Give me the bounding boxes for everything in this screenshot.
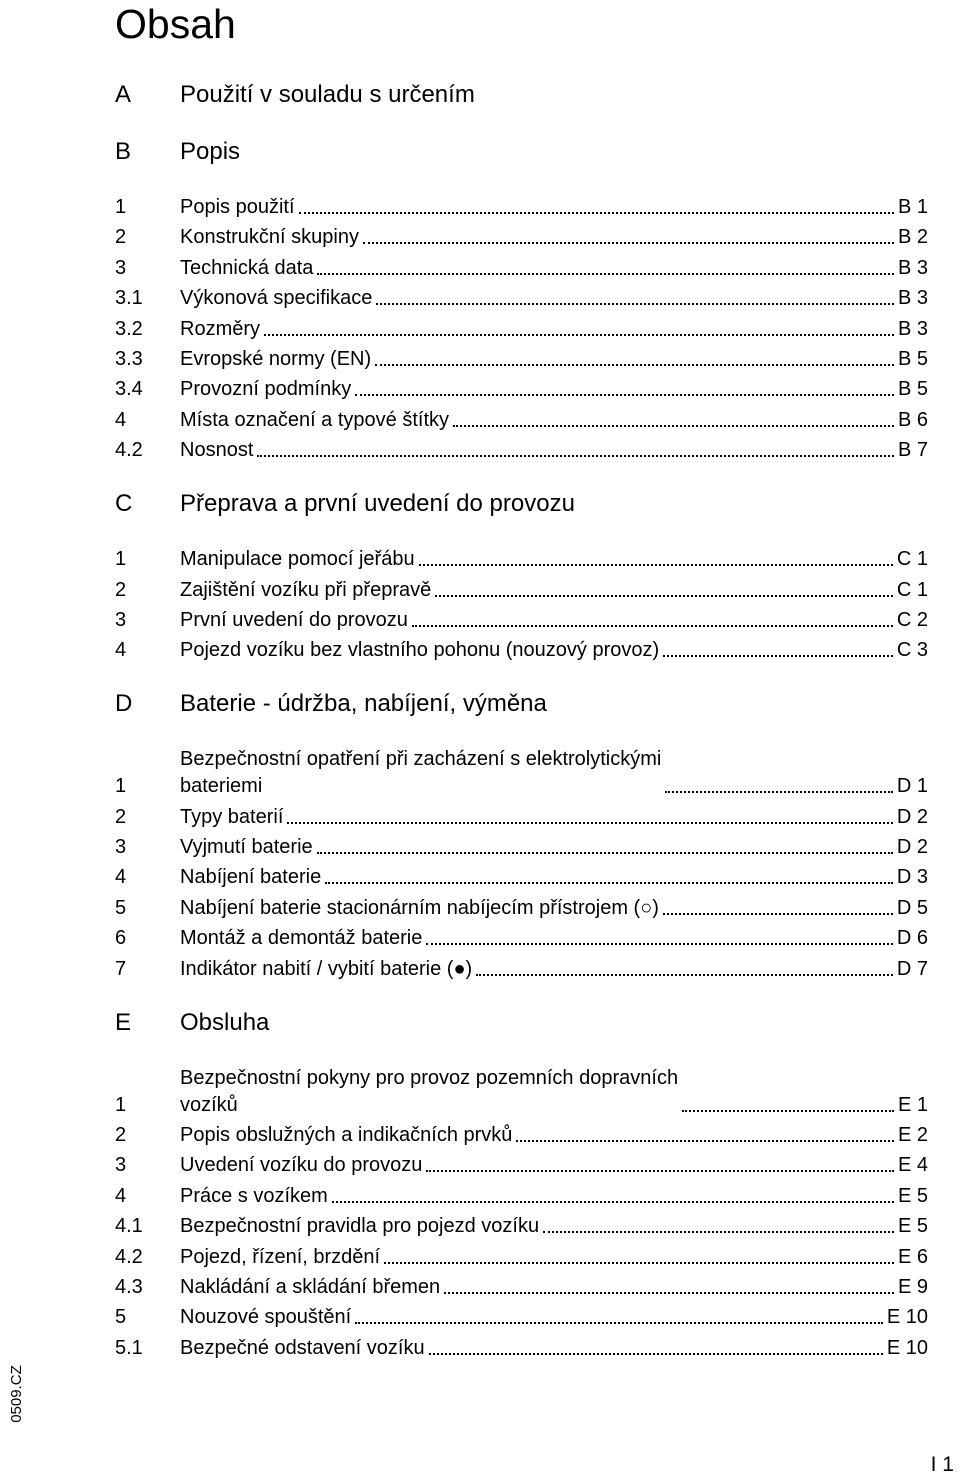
entry-number: 3.3	[115, 347, 143, 370]
entry-number: 4.1	[115, 1215, 143, 1238]
entry-body	[180, 376, 928, 403]
section-title: Popis	[180, 138, 241, 165]
entry-page-ref: B 3	[897, 287, 928, 310]
toc-entry	[115, 376, 928, 403]
entry-title: Popis použití	[180, 196, 295, 218]
section-letter: D	[115, 690, 133, 718]
entry-title: Pojezd, řízení, brzdění	[180, 1245, 381, 1268]
entry-page-ref: E 9	[897, 1275, 928, 1298]
toc-entry	[115, 1213, 928, 1240]
entry-title: Pojezd vozíku bez vlastního pohonu (nouzový provoz)	[180, 639, 660, 662]
entry-title: Provozní podmínky	[180, 378, 352, 401]
entry-body	[180, 746, 928, 800]
entry-title: Místa označení a typové štítky	[180, 408, 450, 431]
entry-body	[180, 316, 928, 343]
entry-number: 7	[115, 957, 127, 980]
dot-leader	[332, 1201, 894, 1203]
entry-number: 2	[115, 1124, 127, 1147]
toc-entry	[115, 577, 928, 604]
entry-number: 2	[115, 226, 127, 249]
entry-title: Nabíjení baterie	[180, 866, 322, 889]
entry-title: Bezpečné odstavení vozíku	[180, 1336, 425, 1359]
entry-body	[180, 577, 928, 604]
entry-body	[180, 1274, 928, 1301]
section-title: Obsluha	[180, 1008, 270, 1036]
entry-page-ref: D 2	[896, 805, 928, 828]
entry-page-ref: D 5	[896, 896, 928, 919]
entry-number: 4	[115, 639, 127, 662]
entry-page-ref: E 1	[897, 1093, 928, 1116]
toc-entry	[115, 1065, 928, 1119]
dot-leader	[287, 822, 892, 824]
entry-body	[180, 1304, 928, 1331]
dot-leader	[257, 455, 894, 457]
page-number: I 1	[930, 1453, 954, 1476]
entry-title: Uvedení vozíku do provozu	[180, 1154, 423, 1177]
dot-leader	[516, 1140, 894, 1142]
entry-body	[180, 1183, 928, 1210]
toc-entry	[115, 895, 928, 922]
entry-number: 6	[115, 927, 127, 950]
entry-number: 5	[115, 896, 127, 919]
toc-entry	[115, 437, 928, 464]
section-letter: B	[115, 138, 132, 165]
dot-leader	[375, 364, 894, 366]
toc-entry	[115, 407, 928, 434]
entry-number: 4	[115, 1184, 127, 1207]
entry-body	[180, 346, 928, 373]
entry-number: 3.2	[115, 317, 143, 340]
dot-leader	[665, 791, 893, 793]
entry-body	[180, 1335, 928, 1362]
entry-page-ref: E 5	[897, 1184, 928, 1207]
entry-title: Bezpečnostní pravidla pro pojezd vozíku	[180, 1215, 540, 1238]
entry-title: Popis obslužných a indikačních prvků	[180, 1124, 513, 1147]
entry-number: 3	[115, 256, 127, 279]
entry-body	[180, 546, 928, 573]
entry-title: Výkonová specifikace	[180, 287, 373, 310]
entry-title: Nakládání a skládání břemen	[180, 1275, 441, 1298]
toc-entry	[115, 316, 928, 343]
section-title: Přeprava a první uvedení do provozu	[180, 490, 575, 518]
entry-page-ref: B 3	[897, 317, 928, 340]
entry-title: Nabíjení baterie stacionárním nabíjecím přístrojem (○)	[180, 896, 659, 919]
dot-leader	[419, 564, 893, 566]
entry-body	[180, 1213, 928, 1240]
entry-title: Evropské normy (EN)	[180, 347, 372, 370]
dot-leader	[435, 595, 893, 597]
entry-number: 4.2	[115, 439, 143, 462]
section-heading	[115, 80, 928, 110]
entry-body	[180, 956, 928, 983]
entry-number: 5	[115, 1306, 127, 1329]
entry-page-ref: C 1	[896, 578, 928, 601]
dot-leader	[317, 852, 893, 854]
entry-number: 5.1	[115, 1336, 143, 1359]
entry-body	[180, 864, 928, 891]
section-letter: C	[115, 490, 133, 518]
entry-page-ref: E 2	[897, 1124, 928, 1147]
entry-page-ref: E 10	[886, 1336, 928, 1359]
entry-page-ref: B 1	[897, 196, 928, 218]
entry-number: 3	[115, 836, 127, 859]
entry-title: Práce s vozíkem	[180, 1184, 328, 1207]
entry-body	[180, 437, 928, 464]
dot-leader	[299, 212, 894, 214]
section-heading	[115, 689, 928, 719]
entry-title: Indikátor nabití / vybití baterie (●)	[180, 957, 473, 980]
entry-number: 1	[115, 775, 127, 798]
entry-body	[180, 607, 928, 634]
dot-leader	[663, 655, 893, 657]
entry-title: Manipulace pomocí jeřábu	[180, 548, 415, 571]
toc-entry	[115, 607, 928, 634]
toc-entry	[115, 255, 928, 282]
entry-page-ref: B 3	[897, 256, 928, 279]
entry-body	[180, 804, 928, 831]
entry-page-ref: C 1	[896, 548, 928, 571]
section-heading	[115, 137, 928, 167]
toc-entry	[115, 1122, 928, 1149]
entry-page-ref: B 7	[897, 439, 928, 462]
entry-page-ref: D 2	[896, 836, 928, 859]
section-letter: A	[115, 81, 132, 108]
entry-page-ref: C 2	[896, 608, 928, 631]
entry-body	[180, 1065, 928, 1119]
toc-entry	[115, 1183, 928, 1210]
dot-leader	[355, 1322, 883, 1324]
entry-page-ref: B 6	[897, 408, 928, 431]
entry-page-ref: B 2	[897, 226, 928, 249]
dot-leader	[453, 425, 894, 427]
dot-leader	[543, 1231, 894, 1233]
toc-entry	[115, 804, 928, 831]
toc-entry	[115, 1335, 928, 1362]
entry-page-ref: E 10	[886, 1306, 928, 1329]
entry-body	[180, 1122, 928, 1149]
dot-leader	[264, 334, 894, 336]
entry-number: 1	[115, 1093, 127, 1116]
entry-number: 4.3	[115, 1275, 143, 1298]
entry-title: Bezpečnostní pokyny pro provoz pozemních dopravních vozíků	[180, 1066, 679, 1116]
toc-entry	[115, 1152, 928, 1179]
toc-entry	[115, 285, 928, 312]
entry-title: Rozměry	[180, 317, 261, 340]
dot-leader	[317, 273, 894, 275]
entry-page-ref: B 5	[897, 378, 928, 401]
entry-body	[180, 637, 928, 664]
entry-number: 2	[115, 805, 127, 828]
toc-entry	[115, 746, 928, 800]
dot-leader	[444, 1292, 894, 1294]
entry-page-ref: D 1	[896, 775, 928, 798]
entry-body	[180, 255, 928, 282]
entry-body	[180, 895, 928, 922]
toc-entry	[115, 1304, 928, 1331]
entry-body	[180, 194, 928, 221]
entry-number: 1	[115, 548, 127, 571]
entry-page-ref: D 3	[896, 866, 928, 889]
entry-number: 4	[115, 866, 127, 889]
entry-number: 1	[115, 196, 127, 218]
toc-entry	[115, 925, 928, 952]
entry-body	[180, 925, 928, 952]
toc-entry	[115, 194, 928, 221]
entry-page-ref: E 6	[897, 1245, 928, 1268]
dot-leader	[363, 242, 894, 244]
toc-entry	[115, 637, 928, 664]
toc-entry	[115, 224, 928, 251]
document-code: 0509.CZ	[8, 1365, 25, 1423]
entry-body	[180, 1152, 928, 1179]
entry-body	[180, 407, 928, 434]
toc-entry	[115, 1274, 928, 1301]
entry-title: Typy baterií	[180, 805, 284, 828]
entry-title: Vyjmutí baterie	[180, 836, 313, 859]
entry-title: První uvedení do provozu	[180, 608, 408, 631]
dot-leader	[426, 943, 893, 945]
dot-leader	[429, 1353, 883, 1355]
toc-entry	[115, 1244, 928, 1271]
section-title: Použití v souladu s určením	[180, 81, 475, 108]
entry-page-ref: E 5	[897, 1215, 928, 1238]
page-title: Obsah	[115, 1, 236, 47]
entry-body	[180, 224, 928, 251]
entry-number: 2	[115, 578, 127, 601]
dot-leader	[325, 882, 893, 884]
entry-title: Technická data	[180, 256, 314, 279]
toc-entry	[115, 346, 928, 373]
dot-leader	[663, 913, 893, 915]
entry-body	[180, 834, 928, 861]
dot-leader	[682, 1110, 894, 1112]
dot-leader	[384, 1262, 894, 1264]
dot-leader	[355, 394, 894, 396]
entry-body	[180, 1244, 928, 1271]
section-heading	[115, 489, 928, 519]
entry-title: Montáž a demontáž baterie	[180, 927, 423, 950]
entry-page-ref: B 5	[897, 347, 928, 370]
entry-number: 3.4	[115, 378, 143, 401]
section-title: Baterie - údržba, nabíjení, výměna	[180, 690, 547, 718]
entry-number: 3	[115, 1154, 127, 1177]
dot-leader	[412, 625, 893, 627]
dot-leader	[426, 1170, 894, 1172]
toc-entry	[115, 956, 928, 983]
entry-number: 3.1	[115, 287, 143, 310]
entry-number: 4.2	[115, 1245, 143, 1268]
entry-page-ref: E 4	[897, 1154, 928, 1177]
entry-title: Bezpečnostní opatření při zacházení s elektrolytickými bateriemi	[180, 748, 662, 798]
entry-title: Zajištění vozíku při přepravě	[180, 578, 432, 601]
entry-page-ref: D 6	[896, 927, 928, 950]
entry-page-ref: D 7	[896, 957, 928, 980]
entry-title: Nosnost	[180, 439, 254, 462]
table-of-contents	[115, 80, 928, 1365]
section-heading	[115, 1008, 928, 1038]
toc-entry	[115, 546, 928, 573]
section-letter: E	[115, 1008, 132, 1036]
toc-entry	[115, 864, 928, 891]
dot-leader	[376, 303, 894, 305]
entry-number: 4	[115, 408, 127, 431]
dot-leader	[476, 974, 893, 976]
entry-title: Nouzové spouštění	[180, 1306, 352, 1329]
entry-number: 3	[115, 608, 127, 631]
entry-page-ref: C 3	[896, 639, 928, 662]
entry-body	[180, 285, 928, 312]
entry-title: Konstrukční skupiny	[180, 226, 359, 249]
toc-entry	[115, 834, 928, 861]
